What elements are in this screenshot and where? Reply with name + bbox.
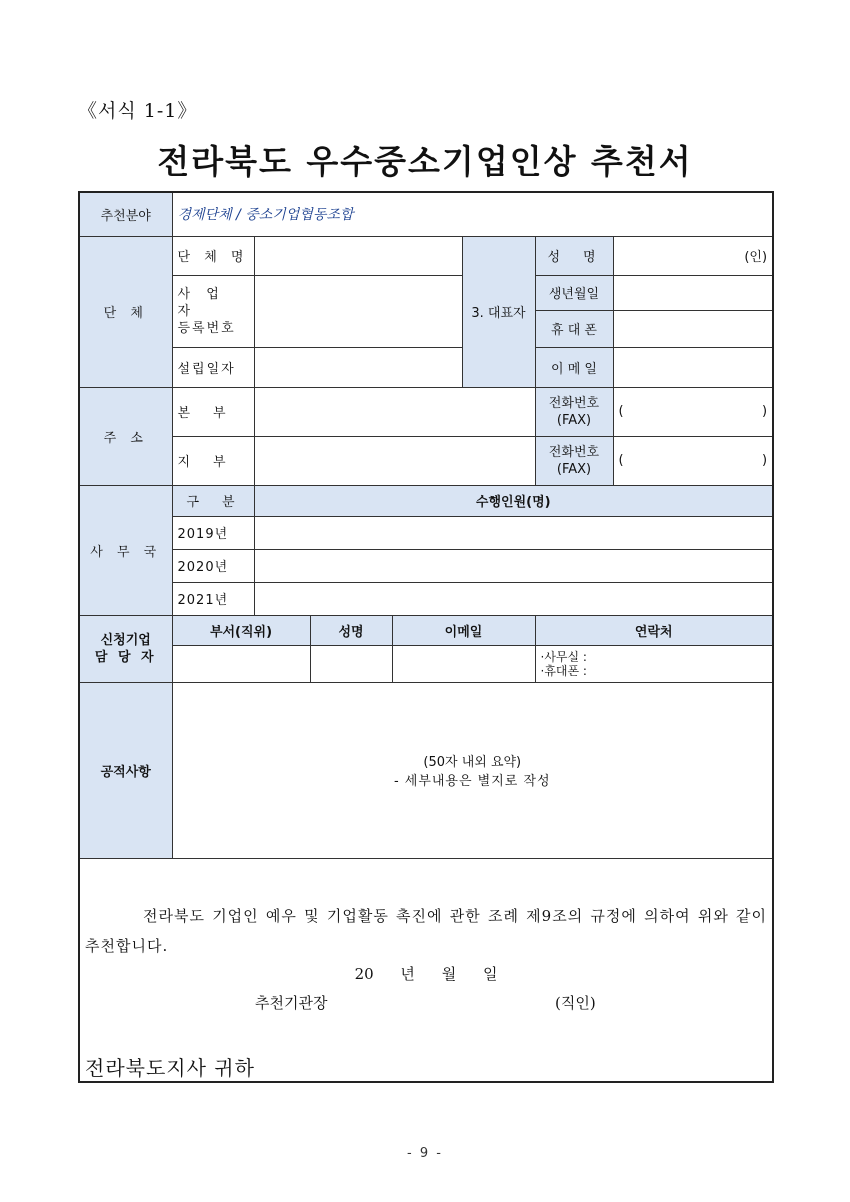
contact-name-field[interactable]: [310, 645, 392, 682]
form-number-label: 《서식 1-1》: [78, 100, 198, 122]
page-number: - 9 -: [407, 1146, 443, 1161]
declaration-text: 전라북도 기업인 예우 및 기업활동 촉진에 관한 조례 제9조의 규정에 의하여 위와 같이 추천합니다.: [85, 906, 768, 955]
contact-label: 신청기업 담 당 자: [79, 615, 172, 682]
seal-mark: (인): [744, 250, 768, 265]
contact-dept-header: 부서(직위): [172, 615, 310, 645]
founded-field[interactable]: [254, 347, 462, 387]
achievements-field[interactable]: [172, 682, 773, 858]
rep-email-field[interactable]: [613, 347, 773, 387]
hq-label: 본 부: [172, 387, 254, 436]
recommendation-form: [78, 191, 774, 1083]
contact-email-field[interactable]: [392, 645, 535, 682]
office-staff-header: 수행인원(명): [254, 485, 773, 516]
field-label: 추천분야: [79, 192, 172, 236]
field-value[interactable]: 경제단체 / 중소기업협동조합: [172, 192, 773, 236]
rep-email-label: 이 메 일: [535, 347, 613, 387]
branch-label: 지 부: [172, 436, 254, 485]
hq-phone-label: 전화번호 (FAX): [535, 387, 613, 436]
office-year-row-label: 2020년: [172, 549, 254, 582]
address-label: 주 소: [79, 387, 172, 485]
achievements-hint-detail: - 세부내용은 별지로 작성: [393, 774, 551, 789]
contact-dept-field[interactable]: [172, 645, 310, 682]
rep-birth-field[interactable]: [613, 275, 773, 310]
office-year-row-label: 2021년: [172, 582, 254, 615]
office-label: 사 무 국: [79, 485, 172, 615]
recommender-label: 추천기관장: [255, 993, 328, 1012]
hq-phone-field[interactable]: ( ): [613, 387, 773, 436]
declaration-block: [79, 858, 773, 1082]
addressee: 전라북도지사 귀하: [85, 1055, 255, 1080]
office-staff-field[interactable]: [254, 549, 773, 582]
page-title: 전라북도 우수중소기업인상 추천서: [157, 142, 693, 181]
rep-mobile-label: 휴 대 폰: [535, 310, 613, 347]
contact-phone-header: 연락처: [535, 615, 773, 645]
representative-label: 3. 대표자: [462, 236, 535, 387]
office-staff-field[interactable]: [254, 516, 773, 549]
achievements-label: 공적사항: [79, 682, 172, 858]
branch-address-field[interactable]: [254, 436, 535, 485]
office-division-header: 구 분: [172, 485, 254, 516]
office-year-row-label: 2019년: [172, 516, 254, 549]
rep-name-label: 성 명: [535, 236, 613, 275]
branch-phone-label: 전화번호 (FAX): [535, 436, 613, 485]
branch-phone-field[interactable]: ( ): [613, 436, 773, 485]
reg-number-label: 사 업 자 등록번호: [172, 275, 254, 347]
hq-address-field[interactable]: [254, 387, 535, 436]
rep-mobile-field[interactable]: [613, 310, 773, 347]
rep-name-field[interactable]: [613, 236, 773, 275]
contact-phone-field[interactable]: ·사무실 : ·휴대폰 :: [535, 645, 773, 682]
group-name-field[interactable]: [254, 236, 462, 275]
group-section-label: 단 체: [79, 236, 172, 387]
official-seal-label: (직인): [555, 993, 596, 1012]
group-name-label: 단 체 명: [172, 236, 254, 275]
reg-number-field[interactable]: [254, 275, 462, 347]
contact-email-header: 이메일: [392, 615, 535, 645]
rep-birth-label: 생년월일: [535, 275, 613, 310]
office-staff-field[interactable]: [254, 582, 773, 615]
contact-name-header: 성명: [310, 615, 392, 645]
achievements-hint-summary: (50자 내외 요약): [423, 755, 522, 770]
founded-label: 설립일자: [172, 347, 254, 387]
declaration-date: 20 년 월 일: [354, 964, 498, 983]
